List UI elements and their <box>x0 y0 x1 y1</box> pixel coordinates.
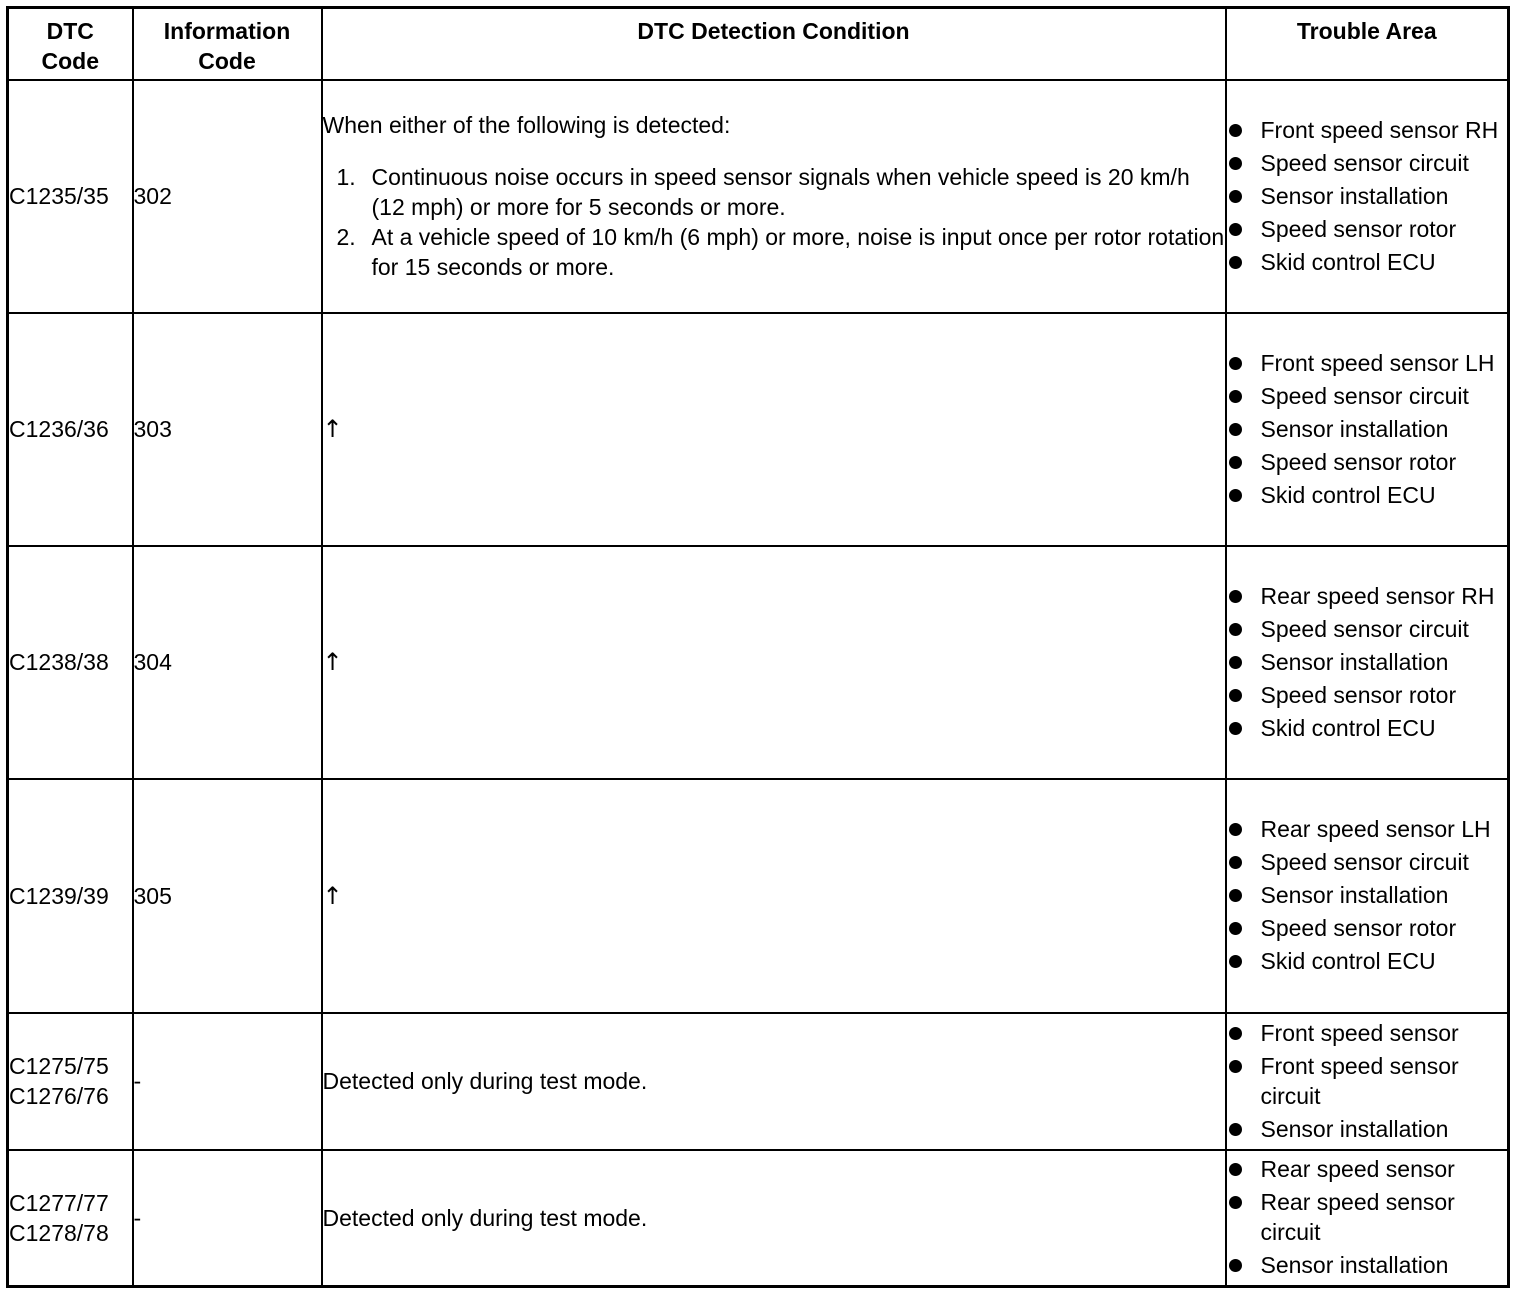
trouble-area-text: Speed sensor circuit <box>1260 615 1469 642</box>
bullet-dot-icon <box>1229 489 1242 502</box>
trouble-area-text: Sensor installation <box>1260 1252 1449 1279</box>
dtc-code-cell <box>8 1013 133 1150</box>
table-row <box>8 80 1509 313</box>
trouble-area-text: Skid control ECU <box>1260 714 1436 741</box>
trouble-area-text: Front speed sensor circuit <box>1260 1052 1459 1109</box>
trouble-area-text: Speed sensor rotor <box>1260 215 1457 242</box>
bullet-dot-icon <box>1229 456 1242 469</box>
trouble-area-list <box>1227 581 1508 743</box>
dtc-code-cell <box>8 546 133 779</box>
table-row <box>8 779 1509 1013</box>
condition-item-number: 1. <box>336 164 356 190</box>
trouble-area-cell <box>1226 1150 1509 1287</box>
trouble-area-text: Speed sensor rotor <box>1260 448 1457 475</box>
bullet-dot-icon <box>1229 1259 1242 1272</box>
trouble-area-item <box>1227 1051 1508 1111</box>
trouble-area-list <box>1227 814 1508 976</box>
trouble-area-text: Front speed sensor RH <box>1260 116 1499 143</box>
trouble-area-text: Sensor installation <box>1260 648 1449 675</box>
bullet-dot-icon <box>1229 689 1242 702</box>
bullet-dot-icon <box>1229 1123 1242 1136</box>
bullet-dot-icon <box>1229 423 1242 436</box>
trouble-area-list <box>1227 115 1508 277</box>
dtc-code: C1278/78 <box>9 1219 109 1246</box>
header-information-code <box>133 8 322 80</box>
trouble-area-item <box>1227 880 1508 910</box>
trouble-area-item <box>1227 115 1508 145</box>
bullet-dot-icon <box>1229 157 1242 170</box>
table-row <box>8 313 1509 546</box>
trouble-area-item <box>1227 1114 1508 1144</box>
table-row <box>8 1150 1509 1287</box>
bullet-dot-icon <box>1229 856 1242 869</box>
trouble-area-item <box>1227 381 1508 411</box>
trouble-area-list <box>1227 348 1508 510</box>
condition-item-number: 2. <box>336 224 356 250</box>
bullet-dot-icon <box>1229 190 1242 203</box>
condition-intro: When either of the following is detected: <box>322 112 731 138</box>
bullet-dot-icon <box>1229 889 1242 902</box>
header-dtc-code-line1: DTC <box>46 18 94 44</box>
dtc-code: C1239/39 <box>9 882 109 909</box>
dtc-table <box>6 6 1510 1288</box>
trouble-area-cell <box>1226 779 1509 1013</box>
trouble-area-text: Sensor installation <box>1260 882 1449 908</box>
trouble-area-item <box>1227 1250 1508 1280</box>
bullet-dot-icon <box>1229 124 1242 137</box>
trouble-area-item <box>1227 614 1508 644</box>
bullet-dot-icon <box>1229 656 1242 669</box>
trouble-area-text: Speed sensor circuit <box>1260 382 1469 409</box>
trouble-area-cell <box>1226 1013 1509 1150</box>
bullet-dot-icon <box>1229 390 1242 403</box>
information-code-cell: 302 <box>133 80 322 313</box>
header-trouble-area: Trouble Area <box>1226 8 1509 80</box>
condition-item <box>323 222 1225 282</box>
dtc-code: C1236/36 <box>9 416 109 442</box>
trouble-area-text: Rear speed sensor RH <box>1260 582 1495 609</box>
detection-condition-cell: Detected only during test mode. <box>322 1013 1226 1150</box>
trouble-area-text: Speed sensor rotor <box>1260 681 1457 708</box>
trouble-area-text: Skid control ECU <box>1260 248 1436 275</box>
dtc-code: C1238/38 <box>9 649 109 675</box>
trouble-area-text: Rear speed sensor circuit <box>1260 1189 1455 1246</box>
detection-condition-cell: Detected only during test mode. <box>322 1150 1226 1287</box>
trouble-area-item <box>1227 647 1508 677</box>
trouble-area-text: Rear speed sensor <box>1260 1156 1455 1183</box>
trouble-area-item <box>1227 480 1508 510</box>
trouble-area-item <box>1227 913 1508 943</box>
trouble-area-text: Sensor installation <box>1260 1115 1449 1142</box>
dtc-code: C1276/76 <box>9 1083 109 1109</box>
trouble-area-text: Sensor installation <box>1260 182 1449 209</box>
trouble-area-item <box>1227 814 1508 844</box>
detection-condition-cell <box>322 546 1226 779</box>
trouble-area-text: Speed sensor circuit <box>1260 849 1469 875</box>
dtc-code-cell <box>8 1150 133 1287</box>
up-arrow-icon: ↑ <box>322 881 343 910</box>
up-arrow-icon: ↑ <box>322 415 343 443</box>
condition-item-text: Continuous noise occurs in speed sensor signals when vehicle speed is 20 km/h (12 mph) or more for 5 seconds or more. <box>371 164 1190 220</box>
trouble-area-item <box>1227 214 1508 244</box>
dtc-code-cell <box>8 313 133 546</box>
condition-item <box>323 162 1225 222</box>
header-detection-condition: DTC Detection Condition <box>322 8 1226 80</box>
condition-list <box>323 162 1225 282</box>
bullet-dot-icon <box>1229 590 1242 603</box>
up-arrow-icon: ↑ <box>322 648 343 676</box>
dtc-code: C1235/35 <box>9 183 109 209</box>
information-code-cell: - <box>133 1013 322 1150</box>
bullet-dot-icon <box>1229 223 1242 236</box>
trouble-area-text: Speed sensor circuit <box>1260 149 1469 176</box>
trouble-area-text: Skid control ECU <box>1260 481 1436 508</box>
information-code-cell: 304 <box>133 546 322 779</box>
header-information-code-line2: Code <box>198 48 256 74</box>
bullet-dot-icon <box>1229 722 1242 735</box>
bullet-dot-icon <box>1229 1163 1242 1176</box>
trouble-area-text: Skid control ECU <box>1260 948 1436 974</box>
trouble-area-cell <box>1226 546 1509 779</box>
table-row <box>8 1013 1509 1150</box>
trouble-area-item <box>1227 680 1508 710</box>
information-code-cell: - <box>133 1150 322 1287</box>
bullet-dot-icon <box>1229 1060 1242 1073</box>
table-row <box>8 546 1509 779</box>
trouble-area-item <box>1227 414 1508 444</box>
table-header-row <box>8 8 1509 80</box>
bullet-dot-icon <box>1229 1027 1242 1040</box>
trouble-area-item <box>1227 348 1508 378</box>
bullet-dot-icon <box>1229 955 1242 968</box>
trouble-area-item <box>1227 713 1508 743</box>
trouble-area-list <box>1227 1154 1508 1280</box>
trouble-area-cell <box>1226 313 1509 546</box>
trouble-area-text: Front speed sensor LH <box>1260 349 1495 376</box>
trouble-area-item <box>1227 847 1508 877</box>
trouble-area-item <box>1227 1018 1508 1048</box>
trouble-area-item <box>1227 1187 1508 1247</box>
trouble-area-cell <box>1226 80 1509 313</box>
trouble-area-item <box>1227 1154 1508 1184</box>
header-dtc-code-line2: Code <box>41 48 99 74</box>
trouble-area-list <box>1227 1018 1508 1144</box>
trouble-area-item <box>1227 581 1508 611</box>
bullet-dot-icon <box>1229 623 1242 636</box>
bullet-dot-icon <box>1229 1196 1242 1209</box>
trouble-area-text: Rear speed sensor LH <box>1260 816 1491 842</box>
trouble-area-text: Front speed sensor <box>1260 1019 1459 1046</box>
information-code-cell: 305 <box>133 779 322 1013</box>
bullet-dot-icon <box>1229 922 1242 935</box>
dtc-code-cell <box>8 80 133 313</box>
dtc-code-cell <box>8 779 133 1013</box>
bullet-dot-icon <box>1229 357 1242 370</box>
bullet-dot-icon <box>1229 256 1242 269</box>
trouble-area-item <box>1227 247 1508 277</box>
trouble-area-item <box>1227 946 1508 976</box>
bullet-dot-icon <box>1229 823 1242 836</box>
trouble-area-item <box>1227 148 1508 178</box>
trouble-area-text: Speed sensor rotor <box>1260 915 1457 941</box>
trouble-area-item <box>1227 447 1508 477</box>
trouble-area-item <box>1227 181 1508 211</box>
trouble-area-text: Sensor installation <box>1260 415 1449 442</box>
detection-condition-cell <box>322 80 1226 313</box>
detection-condition-cell <box>322 313 1226 546</box>
dtc-code: C1275/75 <box>9 1053 109 1079</box>
header-dtc-code <box>8 8 133 80</box>
dtc-code: C1277/77 <box>9 1189 109 1216</box>
condition-item-text: At a vehicle speed of 10 km/h (6 mph) or more, noise is input once per rotor rotation for 15 seconds or more. <box>371 224 1225 280</box>
header-information-code-line1: Information <box>163 18 291 44</box>
information-code-cell: 303 <box>133 313 322 546</box>
detection-condition-cell <box>322 779 1226 1013</box>
